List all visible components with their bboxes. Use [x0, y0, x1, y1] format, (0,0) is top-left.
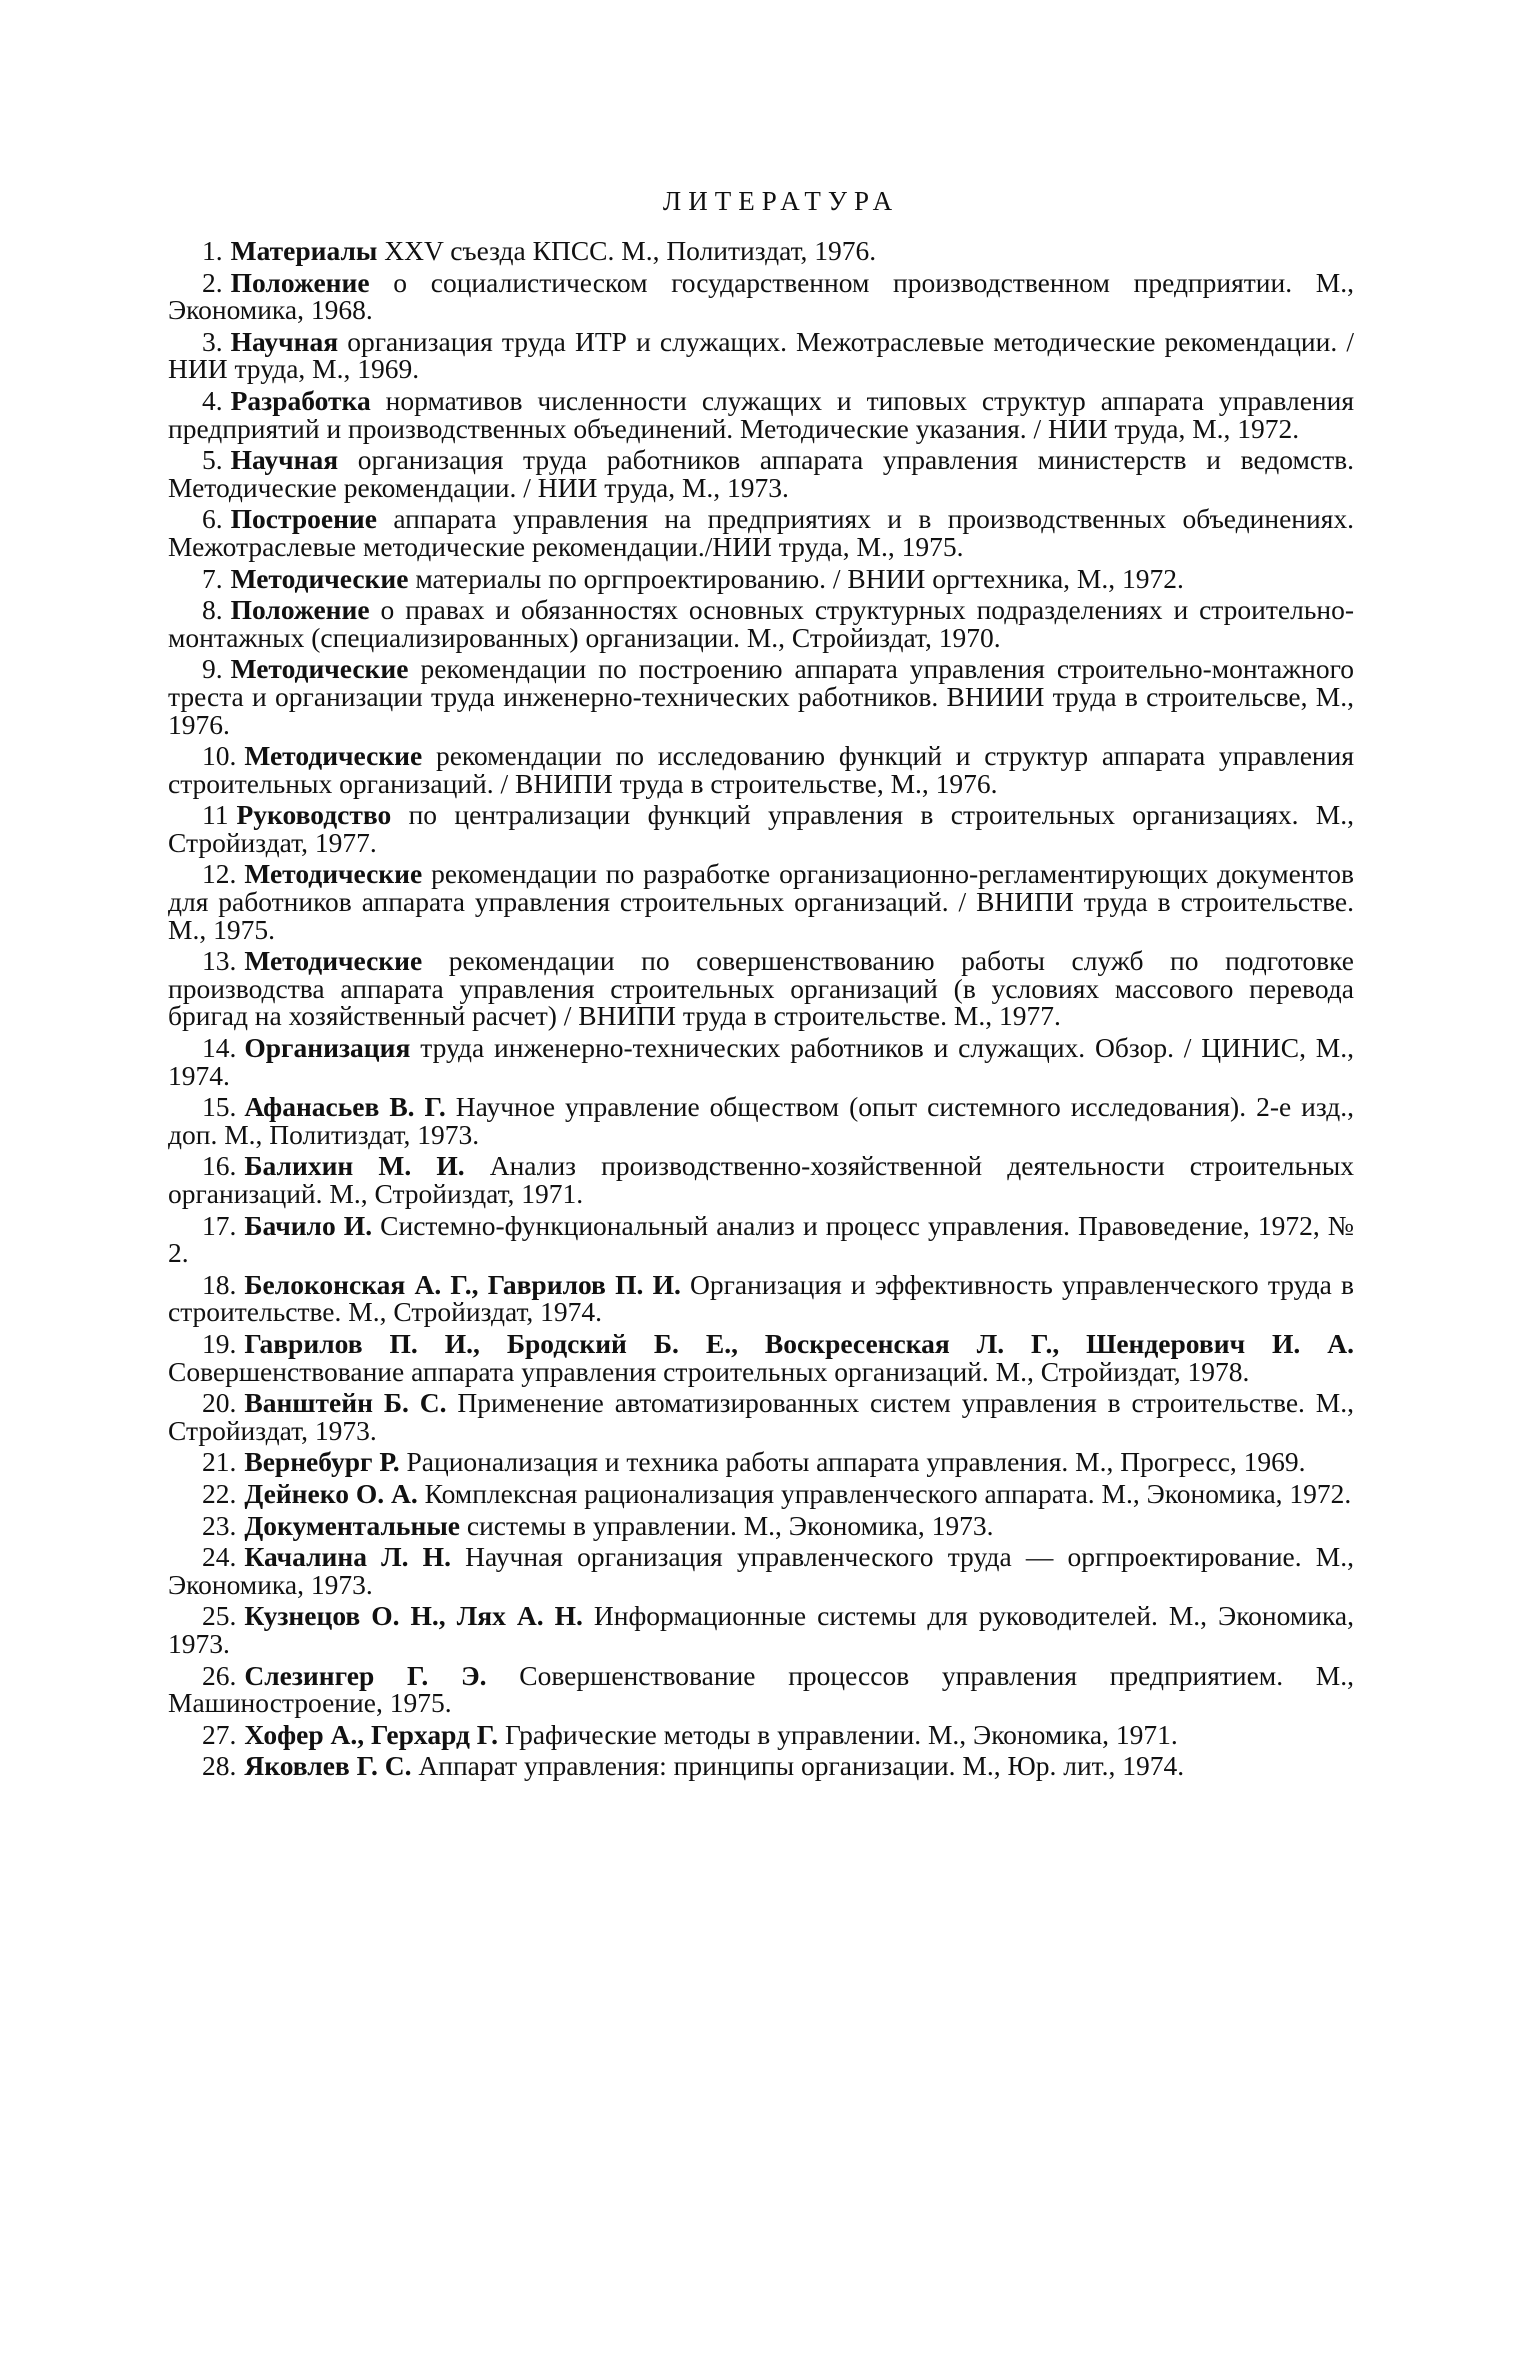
reference-number: 4. [202, 384, 223, 416]
page-title: ЛИТЕРАТУРА [662, 186, 900, 216]
reference-number: 9. [202, 653, 223, 685]
reference-lead: Методические [244, 858, 423, 890]
reference-lead: Белоконская А. Г., Гаврилов П. И. [244, 1268, 681, 1300]
reference-text: Информационные системы для руководителей. М., Экономика, 1973. [168, 1600, 1355, 1659]
reference-lead: Документальные [244, 1509, 460, 1541]
reference-lead: Методические [244, 740, 423, 772]
reference-lead: Разработка [230, 384, 371, 416]
reference-lead: Вернебург Р. [244, 1446, 400, 1478]
reference-item [168, 947, 1354, 1030]
reference-number: 16. [202, 1150, 237, 1182]
reference-lead: Балихин М. И. [244, 1150, 465, 1182]
reference-number: 7. [202, 562, 223, 594]
reference-number: 5. [202, 444, 223, 476]
reference-text: рекомендации по исследованию функций и структур аппарата управления строительных организаций. / ВНИПИ труда в строительстве, М., 1976. [168, 740, 1354, 799]
reference-lead: Качалина Л. Н. [244, 1541, 451, 1573]
reference-text: Системно-функциональный анализ и процесс управления. Правоведение, 1972, № 2. [168, 1209, 1354, 1269]
reference-number: 22. [202, 1477, 237, 1509]
reference-item [168, 1718, 1354, 1750]
reference-number: 12. [202, 858, 237, 890]
reference-item [168, 1152, 1354, 1207]
reference-lead: Афанасьев В. Г. [244, 1091, 446, 1123]
reference-text: аппарата управления на предприятиях и в производственных объединениях. Межотраслевые методические рекомендации./НИИ труда, М., 1975. [168, 503, 1354, 562]
reference-item [168, 801, 1354, 856]
reference-text: системы в управлении. М., Экономика, 1973. [466, 1509, 994, 1541]
reference-number: 13. [202, 945, 237, 977]
reference-number: 20. [202, 1387, 237, 1419]
reference-text: Научная организация управленческого труда — оргпроектирование. М., Экономика, 1973. [168, 1541, 1354, 1600]
reference-item [168, 237, 1354, 265]
reference-item [168, 1448, 1354, 1476]
reference-item [168, 596, 1354, 651]
reference-number: 24. [202, 1541, 237, 1573]
reference-lead: Кузнецов О. Н., Лях А. Н. [244, 1600, 583, 1632]
reference-lead: Научная [230, 325, 339, 357]
reference-item [168, 860, 1354, 943]
reference-lead: Хофер А., Герхард Г. [244, 1718, 499, 1750]
reference-number: 14. [202, 1032, 237, 1064]
reference-number: 26. [202, 1659, 237, 1691]
reference-number: 1. [202, 235, 223, 266]
reference-number: 19. [202, 1327, 237, 1359]
reference-text: Совершенствование аппарата управления строительных организаций. М., Стройиздат, 1978. [168, 1355, 1250, 1387]
reference-lead: Дейнеко О. А. [244, 1477, 418, 1509]
reference-text: Совершенствование процессов управления предприятием. М., Машиностроение, 1975. [168, 1659, 1355, 1719]
reference-number: 10. [202, 740, 237, 772]
reference-text: организация труда работников аппарата управления министерств и ведомств. Методические рекомендации. / НИИ труда, М., 1973. [168, 444, 1354, 503]
reference-text: Применение автоматизированных систем управления в строительстве. М., Стройиздат, 1973. [168, 1387, 1354, 1446]
reference-number: 6. [202, 503, 223, 535]
reference-lead: Бачило И. [244, 1209, 373, 1241]
reference-text: Аппарат управления: принципы организации. М., Юр. лит., 1974. [418, 1750, 1185, 1782]
reference-item [168, 1389, 1354, 1444]
reference-lead: Положение [230, 266, 370, 298]
reference-list [168, 237, 1354, 1780]
reference-text: Графические методы в управлении. М., Экономика, 1971. [504, 1718, 1178, 1750]
reference-item [168, 1209, 1354, 1269]
reference-number: 23. [202, 1509, 237, 1541]
reference-lead: Руководство [236, 799, 392, 831]
reference-number: 11 [202, 799, 229, 831]
reference-item [168, 1477, 1354, 1509]
reference-lead: Ванштейн Б. С. [244, 1387, 447, 1419]
reference-text: Комплексная рационализация управленческого аппарата. М., Экономика, 1972. [424, 1477, 1352, 1509]
reference-text: рекомендации по разработке организационно-регламентирующих документов для работников аппарата управления строительных организаций. / ВНИПИ труда в строительстве. М., 1975. [168, 858, 1354, 945]
reference-item [168, 505, 1354, 560]
reference-item [168, 1659, 1355, 1719]
reference-item [168, 1093, 1354, 1148]
reference-item [168, 446, 1354, 501]
reference-number: 3. [202, 325, 223, 357]
reference-lead: Слезингер Г. Э. [244, 1659, 487, 1691]
reference-text: о социалистическом государственном производственном предприятии. М., Экономика, 1968. [168, 266, 1354, 326]
reference-text: Организация и эффективность управленческого труда в строительстве. М., Стройиздат, 1974. [168, 1268, 1354, 1328]
reference-item [168, 1509, 1354, 1541]
reference-item [168, 742, 1354, 797]
reference-lead: Методические [230, 562, 409, 594]
reference-number: 25. [202, 1600, 237, 1632]
reference-text: рекомендации по совершенствованию работы служб по подготовке производства аппарата управления строительных организаций (в условиях массового перевода бригад на хозяйственный расчет) / ВНИПИ труда в строительстве. М., 1977. [168, 945, 1355, 1032]
reference-lead: Материалы [230, 235, 378, 266]
reference-number: 8. [202, 594, 223, 626]
reference-lead: Организация [244, 1032, 411, 1064]
reference-lead: Построение [230, 503, 377, 535]
reference-text: Рационализация и техника работы аппарата управления. М., Прогресс, 1969. [406, 1446, 1306, 1478]
reference-text: XXV съезда КПСС. М., Политиздат, 1976. [384, 235, 877, 266]
reference-text: по централизации функций управления в строительных организациях. М., Стройиздат, 1977. [168, 799, 1355, 858]
reference-text: труда инженерно-технических работников и служащих. Обзор. / ЦИНИС, М., 1974. [168, 1032, 1355, 1091]
reference-text: нормативов численности служащих и типовых структур аппарата управления предприятий и производственных объединений. Методические указания. / НИИ труда, М., 1972. [168, 384, 1354, 444]
reference-item [168, 1602, 1354, 1657]
reference-lead: Методические [230, 653, 409, 685]
reference-item [168, 655, 1354, 738]
reference-item [168, 325, 1354, 385]
reference-number: 27. [202, 1718, 237, 1750]
reference-lead: Положение [230, 594, 370, 626]
reference-lead: Методические [244, 945, 423, 977]
reference-lead: Гаврилов П. И., Бродский Б. Е., Воскресенская Л. Г., Шендерович И. А. [244, 1327, 1354, 1359]
reference-item [168, 266, 1354, 326]
reference-text: Научное управление обществом (опыт системного исследования). 2-е изд., доп. М., Политиздат, 1973. [168, 1091, 1354, 1150]
reference-number: 18. [202, 1268, 237, 1300]
reference-item [168, 1752, 1354, 1780]
reference-number: 17. [202, 1209, 237, 1241]
reference-text: организация труда ИТР и служащих. Межотраслевые методические рекомендации. / НИИ труда, М., 1969. [168, 325, 1354, 385]
reference-text: рекомендации по построению аппарата управления строительно-монтажного треста и организации труда инженерно-технических работников. ВНИИИ труда в строительсве, М., 1976. [168, 653, 1354, 740]
reference-text: материалы по оргпроектированию. / ВНИИ оргтехника, М., 1972. [415, 562, 1184, 594]
reference-number: 28. [202, 1750, 237, 1782]
reference-item [168, 384, 1354, 444]
reference-lead: Научная [230, 444, 339, 476]
reference-text: Анализ производственно-хозяйственной деятельности строительных организаций. М., Стройиздат, 1971. [168, 1150, 1355, 1209]
reference-number: 21. [202, 1446, 237, 1478]
reference-item [168, 1327, 1354, 1387]
reference-item [168, 1034, 1354, 1089]
reference-lead: Яковлев Г. С. [244, 1750, 412, 1782]
reference-text: о правах и обязанностях основных структурных подразделениях и строительно-монтажных (специализированных) организации. М., Стройиздат, 1970. [168, 594, 1354, 653]
reference-item [168, 1268, 1354, 1328]
reference-number: 15. [202, 1091, 237, 1123]
reference-item [168, 562, 1354, 594]
reference-item [168, 1543, 1354, 1598]
page [168, 186, 1354, 1784]
reference-number: 2. [202, 266, 223, 298]
